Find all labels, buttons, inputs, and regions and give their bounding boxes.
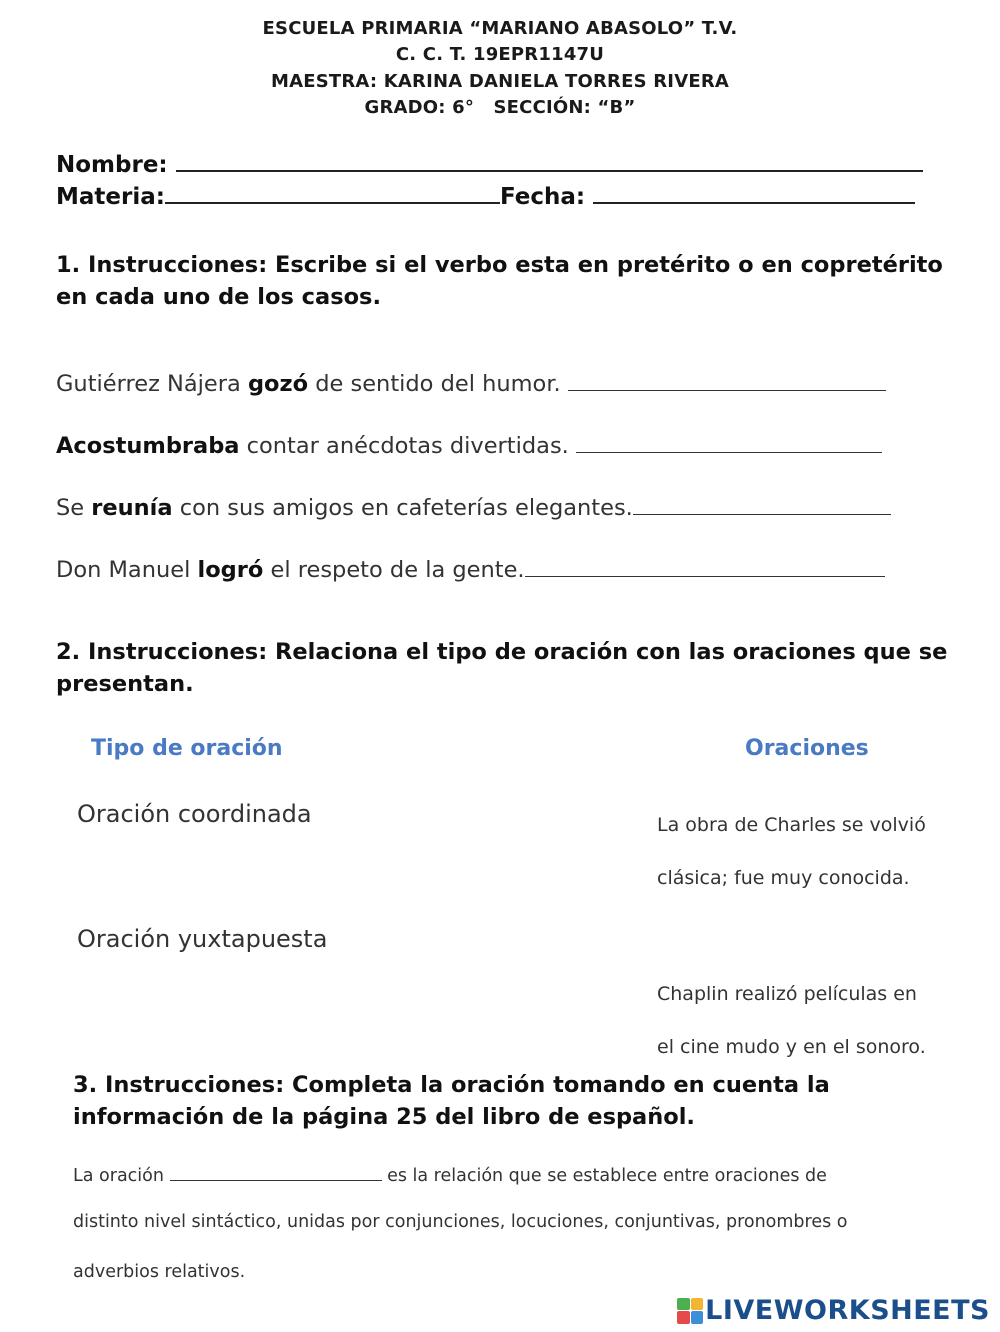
match-sentence-1[interactable]: La obra de Charles se volvió clásica; fue muy conocida. — [657, 814, 926, 889]
teacher-name: MAESTRA: KARINA DANIELA TORRES RIVERA — [270, 71, 730, 92]
answer-blank-1[interactable] — [568, 370, 886, 391]
sentence-2: Acostumbraba contar anécdotas divertidas. — [56, 432, 882, 459]
section3-line-2: distinto nivel sintáctico, unidas por conjunciones, locuciones, conjuntivas, pronombres o — [73, 1212, 848, 1232]
grade-section: GRADO: 6° SECCIÓN: “B” — [364, 97, 636, 118]
section2-instructions: 2. Instrucciones: Relaciona el tipo de oración con las oraciones que se presentan. — [56, 639, 948, 697]
subject-label: Materia: — [56, 184, 165, 210]
verb-4: logró — [197, 557, 264, 583]
section3-line-1: La oración es la relación que se establece entre oraciones de — [73, 1166, 827, 1186]
type-coordinada[interactable]: Oración coordinada — [77, 800, 312, 828]
name-row — [56, 150, 923, 178]
sentence-1: Gutiérrez Nájera gozó de sentido del humor. — [56, 370, 886, 397]
school-cct: C. C. T. 19EPR1147U — [395, 44, 605, 65]
date-label: Fecha: — [499, 184, 586, 210]
verb-3: reunía — [91, 495, 173, 521]
verb-1: gozó — [247, 371, 309, 397]
section1-instructions: 1. Instrucciones: Escribe si el verbo esta en pretérito o en copretérito en cada uno de los casos. — [56, 252, 943, 310]
name-label: Nombre: — [56, 152, 168, 178]
match-sentence-2[interactable]: Chaplin realizó películas en el cine mudo y en el sonoro. — [657, 983, 926, 1058]
answer-blank-2[interactable] — [576, 432, 882, 453]
section3-line-3: adverbios relativos. — [73, 1262, 246, 1282]
column-heading-sentences: Oraciones — [745, 736, 869, 761]
sentence-4: Don Manuel logró el respeto de la gente. — [56, 556, 885, 583]
name-field[interactable] — [176, 150, 923, 172]
verb-2: Acostumbraba — [56, 433, 240, 459]
type-yuxtapuesta[interactable]: Oración yuxtapuesta — [77, 925, 328, 953]
answer-blank-4[interactable] — [525, 556, 885, 577]
section3-answer-blank[interactable] — [170, 1164, 382, 1181]
section3-instructions: 3. Instrucciones: Completa la oración tomando en cuenta la información de la página 25 del libro de español. — [73, 1072, 830, 1130]
liveworksheets-logo — [677, 1295, 990, 1326]
date-field[interactable] — [593, 182, 915, 204]
school-name: ESCUELA PRIMARIA “MARIANO ABASOLO” T.V. — [262, 18, 738, 39]
answer-blank-3[interactable] — [633, 494, 891, 515]
liveworksheets-logo-icon — [677, 1298, 703, 1324]
subject-field[interactable] — [165, 182, 500, 204]
column-heading-types: Tipo de oración — [91, 736, 283, 761]
liveworksheets-logo-text: LIVEWORKSHEETS — [705, 1295, 990, 1326]
sentence-3: Se reunía con sus amigos en cafeterías elegantes. — [56, 494, 891, 521]
subject-date-row — [56, 182, 915, 210]
